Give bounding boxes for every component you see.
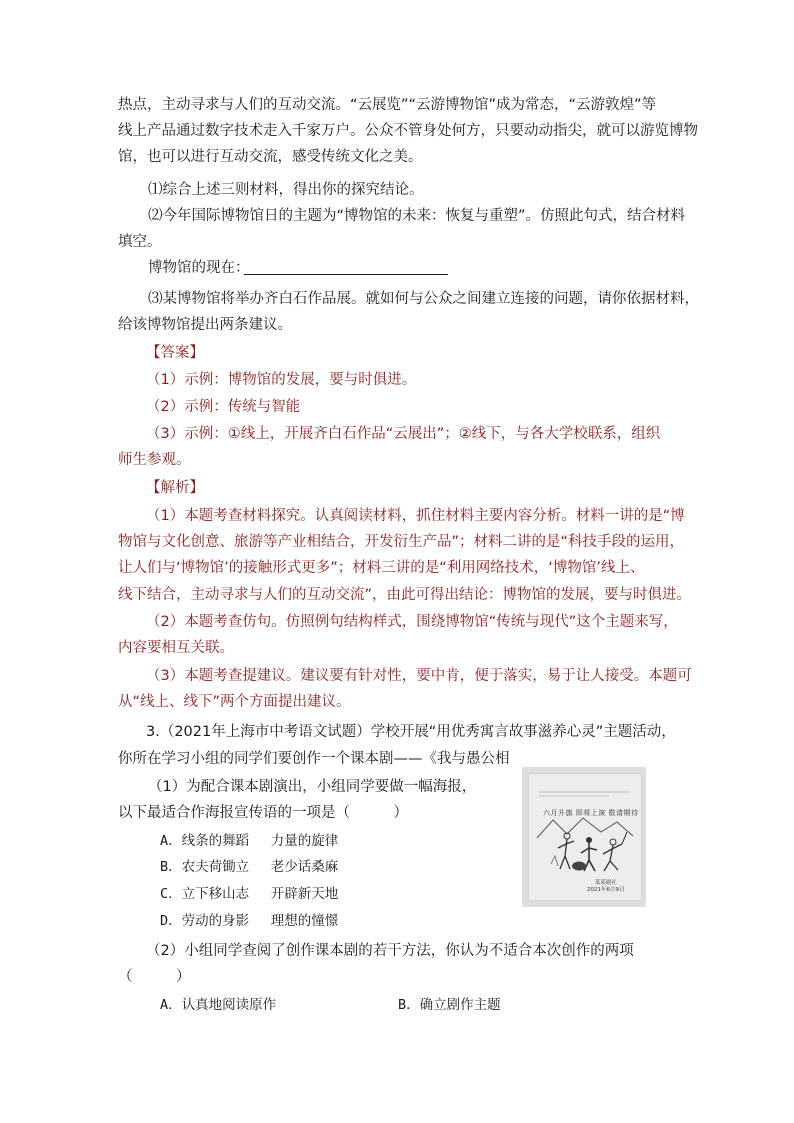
material-line: 热点，主动寻求与人们的互动交流。“云展览”“云游博物馆”成为常态，“云游敦煌”等	[118, 97, 657, 113]
poster-sheet	[528, 773, 642, 901]
poster-footer-line: 2021年6月9日	[587, 887, 625, 893]
option-b-part2: B．确立剧作主题	[398, 997, 501, 1013]
figure-head	[586, 837, 592, 843]
part1-line: 以下最适合作海报宣传语的一项是（ ）	[118, 805, 408, 821]
answer-line: （3）示例：①线上，开展齐白石作品“云展出”；②线下，与各大学校联系，组织	[146, 426, 661, 442]
ground-stroke	[551, 856, 558, 866]
question-2-line2: 填空。	[118, 234, 162, 250]
part1-line: （1）为配合课本剧演出，小组同学要做一幅海报，	[148, 779, 477, 795]
analysis-line: 物馆与文化创意、旅游等产业相结合，开发衍生产品”；材料二讲的是“科技手段的运用，	[118, 534, 685, 550]
mountain-outline	[537, 818, 633, 838]
part2-line: （2）小组同学查阅了创作课本剧的若干方法，你认为不适合本次创作的两项	[146, 943, 634, 959]
analysis-line: （2）本题考查仿句。仿照例句结构样式，围绕博物馆“传统与现代”这个主题来写，	[146, 614, 678, 630]
question-3-line1: ⑶某博物馆将举办齐白石作品展。就如何与公众之间建立连接的问题，请你依据材料，	[148, 291, 699, 307]
tool-handle	[622, 832, 627, 844]
analysis-line: 线下结合，主动寻求与人们的互动交流”，由此可得出结论：博物馆的发展，要与时俱进。	[118, 587, 692, 603]
analysis-line: （3）本题考查提建议。建议要有针对性，要中肯，便于落实，易于让人接受。本题可	[146, 668, 692, 684]
analysis-line: 让人们与‘博物馆’的接触形式更多”；材料三讲的是“利用网络技术，‘博物馆’线上、	[118, 560, 645, 576]
poster-footer	[587, 880, 625, 894]
figure-body	[558, 839, 574, 869]
fill-blank	[244, 274, 448, 275]
analysis-line: 内容要相互关联。	[118, 640, 234, 656]
poster-headline: 六月升旗 即将上演 敬请期待	[543, 809, 639, 817]
analysis-line: 从“线上、线下”两个方面提出建议。	[118, 694, 351, 710]
poster-image	[522, 767, 646, 907]
figure-head	[610, 839, 616, 845]
option-c: C．立下移山志 开辟新天地	[160, 886, 339, 902]
poster-footer-line: 某某剧社	[594, 880, 617, 886]
option-a-part2: A．认真地阅读原作	[160, 997, 277, 1013]
question-2-line1: ⑵今年国际博物馆日的主题为“博物馆的未来：恢复与重塑”。仿照此句式，结合材料	[148, 208, 686, 224]
material-line: 线上产品通过数字技术走入千家万户。公众不管身处何方，只要动动指尖，就可以游览博物	[118, 123, 698, 139]
answer-line: （1）示例：博物馆的发展，要与时俱进。	[146, 372, 417, 388]
option-a: A．线条的舞蹈 力量的旋律	[160, 833, 339, 849]
answer-line: 师生参观。	[118, 452, 191, 468]
analysis-line: （1）本题考查材料探究。认真阅读材料，抓住材料主要内容分析。材料一讲的是“博	[146, 508, 685, 524]
material-line: 馆，也可以进行互动交流，感受传统文化之美。	[118, 149, 423, 165]
question-intro-line: 你所在学习小组的同学们要创作一个课本剧——《我与愚公相	[118, 751, 510, 767]
fill-label: 博物馆的现在：	[148, 260, 250, 276]
option-d: D．劳动的身影 理想的憧憬	[160, 913, 339, 929]
analysis-heading: 【解析】	[146, 480, 204, 496]
question-3-line2: 给该博物馆提出两条建议。	[118, 317, 292, 333]
answer-line: （2）示例：传统与智能	[146, 399, 301, 415]
question-1: ⑴综合上述三则材料，得出你的探究结论。	[148, 182, 424, 198]
answer-heading: 【答案】	[146, 345, 204, 361]
figure-body	[603, 844, 622, 871]
basket-shape	[572, 862, 586, 871]
question-intro-line: 3.（2021年上海市中考语文试题）学校开展“用优秀寓言故事滋养心灵”主题活动，	[146, 724, 676, 740]
part2-line: （ ）	[118, 969, 191, 985]
option-b: B．农夫荷锄立 老少话桑麻	[160, 859, 339, 875]
